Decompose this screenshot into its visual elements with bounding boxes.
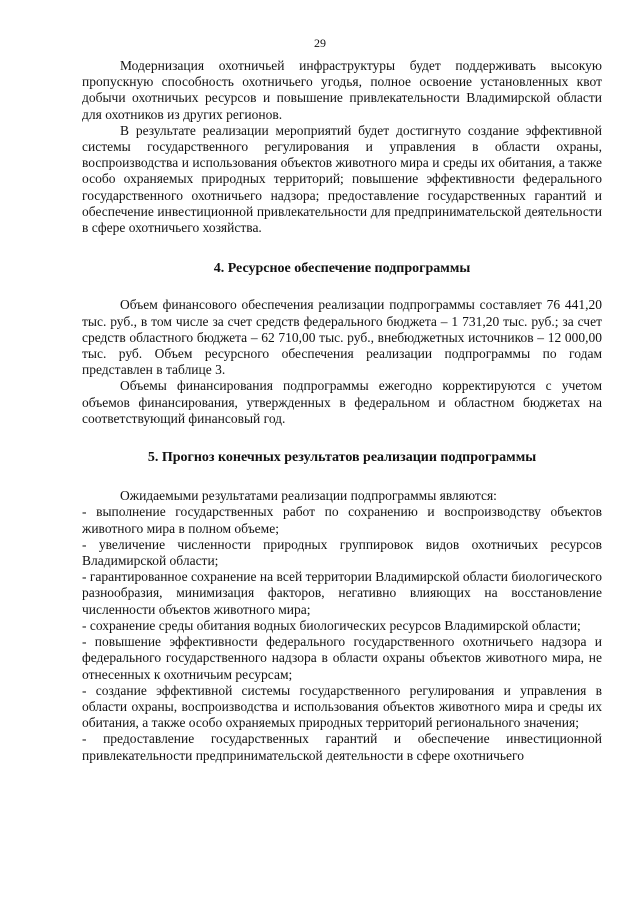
paragraph-expected-results-intro: Ожидаемыми результатами реализации подпрограммы являются: [120,488,497,504]
paragraph-infrastructure: Модернизация охотничьей инфраструктуры будет поддерживать высокую пропускную способность охотничьего угодья, полное освоение установленных квот добычи охотничьих ресурсов и повышение привлекательности Владимирской области для охотников из других регионов. [82,58,602,122]
list-item: - увеличение численности природных группировок видов охотничьих ресурсов Владимирской области; [82,536,602,569]
list-item: - гарантированное сохранение на всей территории Владимирской области биологического разнообразия, минимизация факторов, негативно влияющих на восстановление численности объектов животного мира; [82,569,602,617]
paragraph-funding-volume: Объем финансового обеспечения реализации подпрограммы составляет 76 441,20 тыс. руб., в том числе за счет средств федерального бюджета – 1 731,20 тыс. руб.; за счет средств областного бюджета – 62 710,00 тыс. руб., внебюджетных источников – 12 000,00 тыс. руб. Объем ресурсного обеспечения реализации подпрограммы по годам представлен в таблице 3. [82,297,602,378]
page-number: 29 [314,36,326,50]
paragraph-funding-adjustment: Объемы финансирования подпрограммы ежегодно корректируются с учетом объемов финансирования, утвержденных в федеральном и областном бюджетах на соответствующий финансовый год. [82,378,602,426]
list-item: - сохранение среды обитания водных биологических ресурсов Владимирской области; [82,617,581,633]
document-body [82,58,602,764]
list-item: - выполнение государственных работ по сохранению и воспроизводству объектов животного мира в полном объеме; [82,504,602,536]
list-item: - предоставление государственных гарантий и обеспечение инвестиционной привлекательности предпринимательской деятельности в сфере охотничьего [82,731,602,763]
paragraph-results: В результате реализации мероприятий будет достигнуто создание эффективной системы государственного регулирования и управления в области охраны, воспроизводства и использования объектов животного мира и среды их обитания, а также особо охраняемых природных территорий; повышение эффективности федерального государственного охотничьего надзора; предоставление государственных гарантий и обеспечение инвестиционной привлекательности для предпринимательской деятельности в сфере охотничьего хозяйства. [82,122,602,236]
section-4-heading: 4. Ресурсное обеспечение подпрограммы [213,261,471,277]
section-5-heading: 5. Прогноз конечных результатов реализации подпрограммы [147,450,537,466]
list-item: - повышение эффективности федерального государственного охотничьего надзора и федерального государственного надзора в области охраны объектов животного мира, не отнесенных к охотничьим ресурсам; [82,634,602,682]
list-item: - создание эффективной системы государственного регулирования и управления в области охраны, воспроизводства и использования объектов животного мира и среды их обитания, а также особо охраняемых природных территорий регионального значения; [82,682,602,731]
